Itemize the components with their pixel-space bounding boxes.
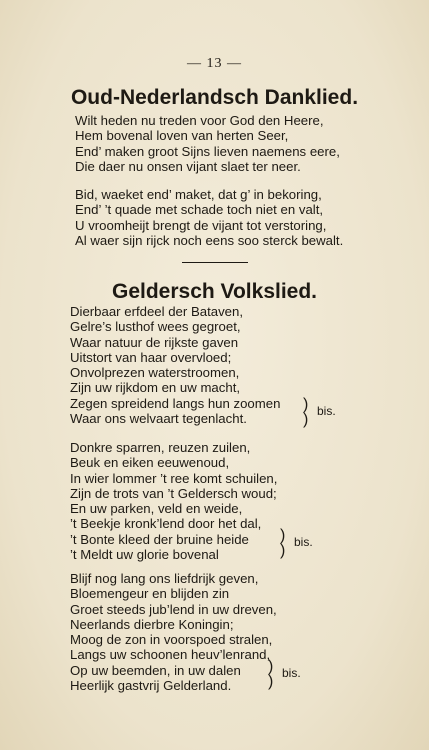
repeat-marker <box>303 396 336 429</box>
repeat-marker <box>280 527 313 560</box>
verse-line: Donkre sparren, reuzen zuilen, <box>70 440 251 455</box>
verse-line: Langs uw schoonen heuv’lenrand, <box>70 647 271 663</box>
verse-line: Uitstort van haar overvloed; <box>70 349 232 365</box>
brace-icon: ) ) <box>280 527 286 560</box>
verse-line: Onvolprezen waterstroomen, <box>70 365 240 381</box>
verse-line: Waar ons welvaart tegenlacht. <box>70 411 247 427</box>
verse-line: In wier lommer ’t ree komt schuilen, <box>70 470 278 486</box>
verse-line: U vroomheijt brengt de vijant tot verstoring, <box>75 217 327 233</box>
brace-icon: ) ) <box>268 658 274 691</box>
verse-line: Hem bovenal loven van herten Seer, <box>75 128 289 144</box>
stanza <box>70 440 277 562</box>
verse-line: Gelre’s lusthof wees gegroet, <box>70 319 241 335</box>
repeat-marker <box>268 658 301 691</box>
verse-line: Neerlands dierbre Koningin; <box>70 616 234 632</box>
verse-line: Wilt heden nu treden voor God den Heere, <box>75 113 324 128</box>
verse-line: Zijn uw rijkdom en uw macht, <box>70 380 241 396</box>
repeat-label: bis. <box>317 404 336 418</box>
stanza <box>75 187 343 248</box>
verse-line: Al waer sijn rijck noch eens soo sterck bewalt. <box>75 232 344 248</box>
verse-line: Dierbaar erfdeel der Bataven, <box>70 304 244 319</box>
verse-line: Blijf nog lang ons liefdrijk geven, <box>70 571 259 586</box>
verse-line: Bloemengeur en blijden zin <box>70 586 230 602</box>
verse-line: ’t Bonte kleed der bruine heide <box>70 531 249 547</box>
repeat-label: bis. <box>282 666 301 680</box>
stanza <box>70 571 277 693</box>
stanza <box>75 113 340 174</box>
verse-line: Zegen spreidend langs hun zoomen <box>70 395 281 411</box>
verse-line: End’ maken groot Sijns lieven naemens eere, <box>75 143 340 159</box>
verse-line: Waar natuur de rijkste gaven <box>70 334 239 350</box>
song-title-volkslied: Geldersch Volkslied. <box>111 280 318 303</box>
stanza <box>70 304 280 426</box>
repeat-label: bis. <box>294 535 313 549</box>
verse-line: Bid, waeket end’ maket, dat g’ in bekoring, <box>75 187 322 202</box>
verse-line: Heerlijk gastvrij Gelderland. <box>70 678 232 694</box>
verse-line: Die daer nu onsen vijant slaet ter neer. <box>75 158 301 174</box>
verse-line: ’t Meldt uw glorie bovenal <box>70 547 219 563</box>
verse-line: En uw parken, veld en weide, <box>70 501 243 517</box>
verse-line: Zijn de trots van ’t Geldersch woud; <box>70 485 277 501</box>
verse-line: Op uw beemden, in uw dalen <box>70 662 241 678</box>
verse-line: ’t Beekje kronk’lend door het dal, <box>70 516 262 532</box>
verse-line: End’ ’t quade met schade toch niet en valt, <box>75 202 324 218</box>
song-title-danklied: Oud-Nederlandsch Danklied. <box>70 86 359 109</box>
verse-line: Moog de zon in voorspoed stralen, <box>70 632 273 648</box>
section-divider <box>182 262 248 263</box>
page-number: — 13 — <box>187 56 242 71</box>
verse-line: Beuk en eiken eeuwenoud, <box>70 455 230 471</box>
brace-icon: ) ) <box>303 396 309 429</box>
verse-line: Groet steeds jub’lend in uw dreven, <box>70 601 277 617</box>
